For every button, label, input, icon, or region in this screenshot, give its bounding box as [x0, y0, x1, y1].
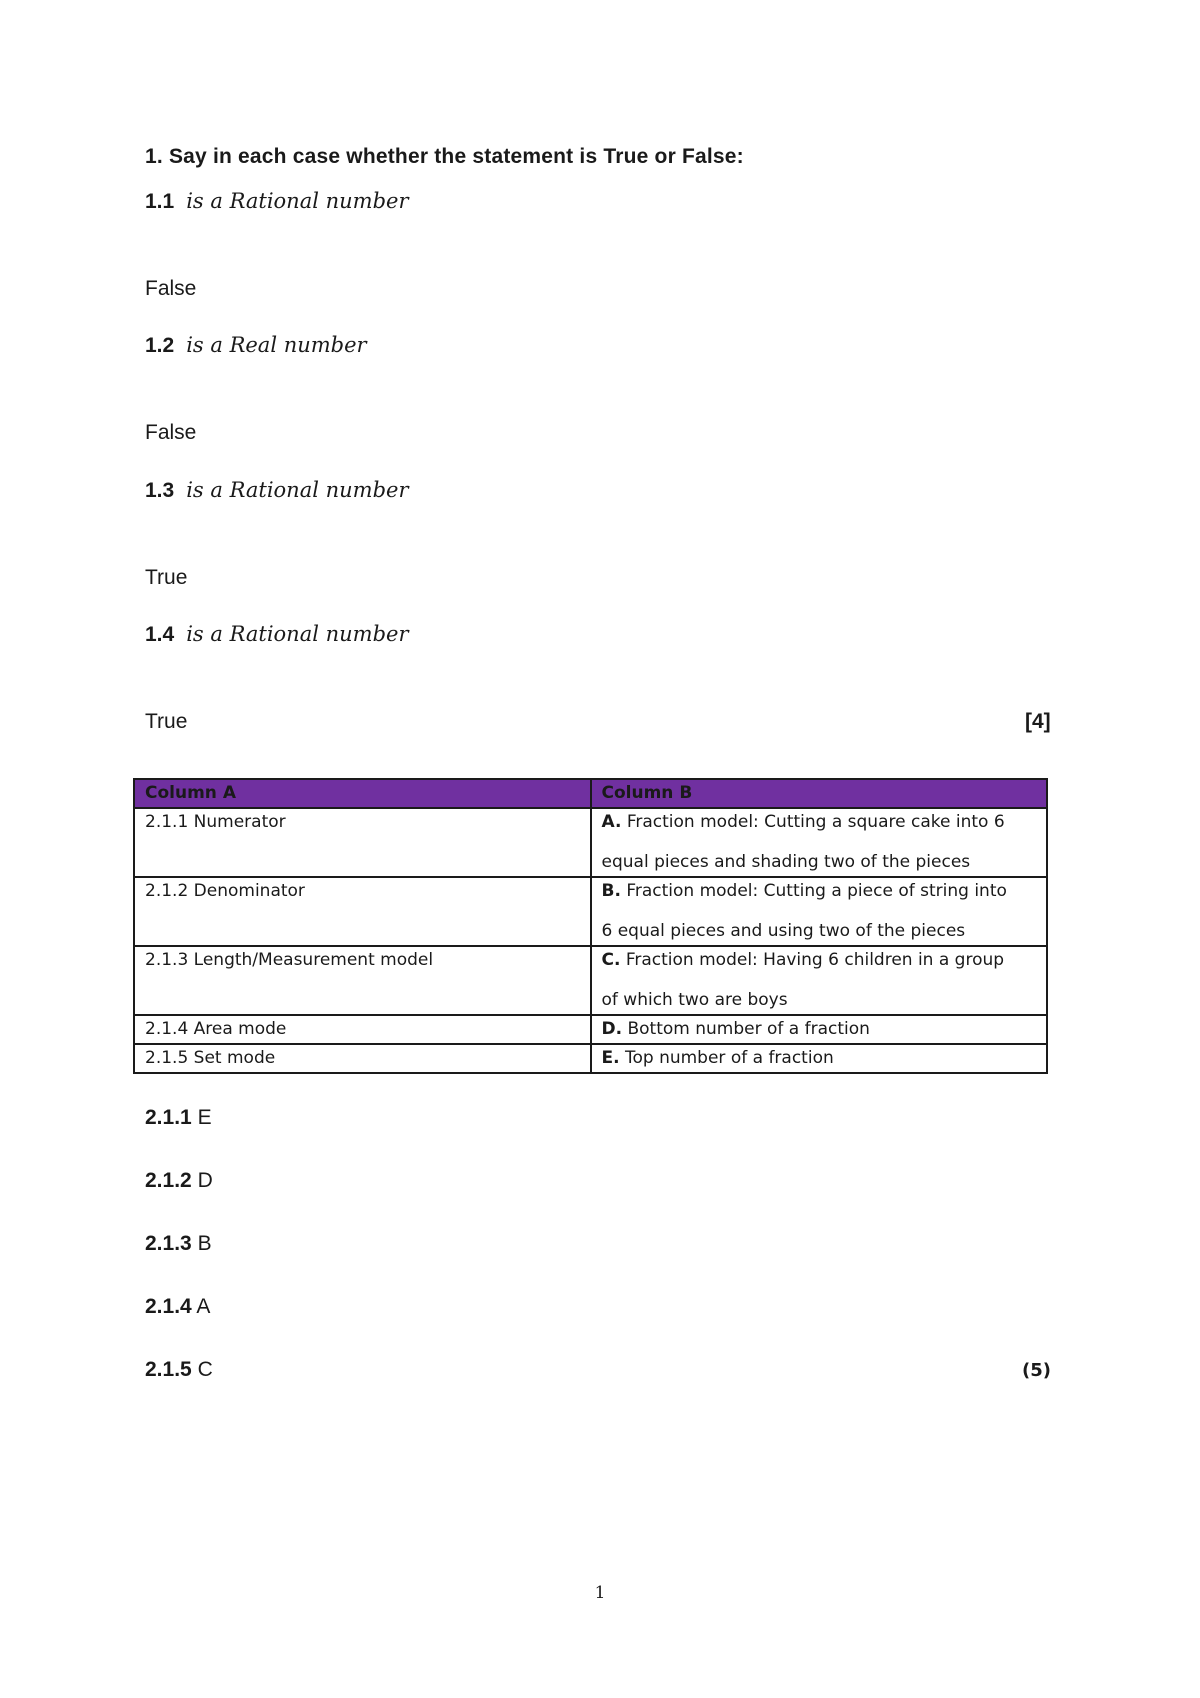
answer-number: 2.1.4: [145, 1295, 192, 1318]
statement-text: is a Rational number: [186, 622, 409, 646]
answer-number: 2.1.1: [145, 1106, 192, 1129]
table-row: [134, 877, 1047, 946]
column-a-cell: 2.1.4 Area mode: [134, 1015, 591, 1044]
table-header-row: [134, 779, 1047, 808]
table-row: [134, 946, 1047, 1015]
option-text-line2: 6 equal pieces and using two of the pieces: [601, 921, 966, 941]
column-a-cell: 2.1.1 Numerator: [134, 808, 591, 877]
column-b-cell: [591, 808, 1048, 877]
option-text-line2: of which two are boys: [601, 990, 788, 1010]
page-number: 1: [594, 1583, 606, 1603]
statement-number: 1.2: [145, 334, 175, 357]
statement-1-3: [145, 478, 409, 503]
statement-number: 1.3: [145, 479, 175, 502]
option-text-line1: Bottom number of a fraction: [627, 1019, 870, 1039]
option-text-line1: Fraction model: Cutting a square cake into 6: [626, 812, 1005, 832]
column-b-cell: [591, 1044, 1048, 1073]
answer-number: 2.1.3: [145, 1232, 192, 1255]
answer-letter: B: [197, 1232, 212, 1255]
question-1-marks: [4]: [1025, 710, 1051, 733]
statement-text: is a Rational number: [186, 478, 409, 502]
answer-letter: C: [197, 1358, 213, 1381]
statement-number: 1.4: [145, 623, 175, 646]
column-b-cell: [591, 946, 1048, 1015]
answer-1-1: False: [145, 277, 197, 300]
column-b-cell: [591, 1015, 1048, 1044]
matching-table: [133, 778, 1048, 1074]
table-row: [134, 1015, 1047, 1044]
answer-letter: E: [197, 1106, 212, 1129]
match-answer-2-1-3: [145, 1232, 212, 1256]
answer-1-2: False: [145, 421, 197, 444]
match-answer-2-1-4: [145, 1295, 210, 1319]
statement-text: is a Rational number: [186, 189, 409, 213]
option-label: B.: [601, 881, 621, 901]
answer-1-4: True: [145, 710, 188, 733]
option-label: A.: [601, 812, 622, 832]
column-b-header: Column B: [591, 779, 1048, 808]
column-a-cell: 2.1.5 Set mode: [134, 1044, 591, 1073]
column-b-cell: [591, 877, 1048, 946]
option-text-line1: Fraction model: Having 6 children in a group: [625, 950, 1005, 970]
statement-1-4: [145, 622, 409, 647]
match-answer-2-1-2: [145, 1169, 213, 1193]
answer-number: 2.1.5: [145, 1358, 192, 1381]
option-text-line1: Top number of a fraction: [624, 1048, 834, 1068]
answer-letter: D: [197, 1169, 213, 1192]
option-text-line1: Fraction model: Cutting a piece of string into: [626, 881, 1007, 901]
answer-1-3: True: [145, 566, 188, 589]
option-text-line2: equal pieces and shading two of the pieces: [601, 852, 971, 872]
answer-letter: A: [196, 1295, 211, 1318]
column-a-cell: 2.1.3 Length/Measurement model: [134, 946, 591, 1015]
statement-1-1: [145, 189, 409, 214]
column-a-header: Column A: [134, 779, 591, 808]
question-1-heading: 1. Say in each case whether the statement is True or False:: [145, 145, 744, 168]
statement-number: 1.1: [145, 190, 175, 213]
option-label: E.: [601, 1048, 620, 1068]
option-label: D.: [601, 1019, 623, 1039]
option-label: C.: [601, 950, 621, 970]
table-row: [134, 808, 1047, 877]
match-answer-2-1-5: [145, 1358, 213, 1382]
table-row: [134, 1044, 1047, 1073]
question-2-marks: (5): [1022, 1360, 1051, 1381]
statement-1-2: [145, 333, 367, 358]
answer-number: 2.1.2: [145, 1169, 192, 1192]
match-answer-2-1-1: [145, 1106, 212, 1130]
statement-text: is a Real number: [186, 333, 367, 357]
column-a-cell: 2.1.2 Denominator: [134, 877, 591, 946]
